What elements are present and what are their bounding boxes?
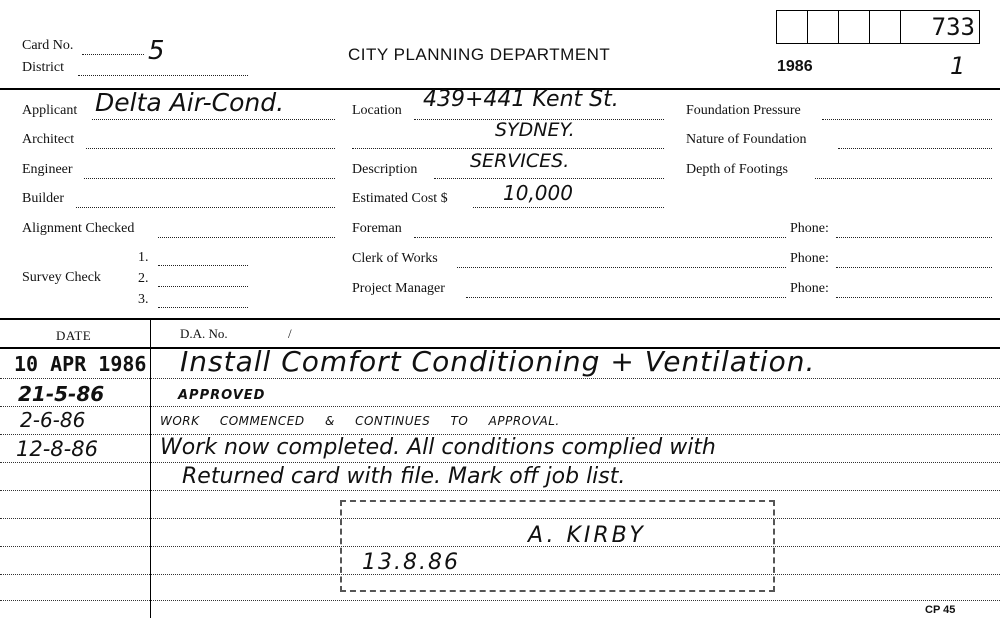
foundation-pressure-label: Foundation Pressure <box>686 103 801 118</box>
applicant-line <box>92 119 335 120</box>
pm-line <box>466 297 786 298</box>
location-city: SYDNEY. <box>495 119 575 141</box>
log-row-line <box>0 406 1000 407</box>
phone-line-2 <box>836 267 992 268</box>
log-text: Work now completed. All conditions complied with <box>160 435 716 460</box>
number-box <box>838 10 870 44</box>
log-date: 12-8-86 <box>16 437 98 461</box>
foreman-label: Foreman <box>352 221 402 236</box>
survey-2-label: 2. <box>138 271 149 286</box>
log-text: Returned card with file. Mark off job list. <box>182 464 626 489</box>
alignment-label: Alignment Checked <box>22 221 135 236</box>
log-text: WORK COMMENCED & CONTINUES TO APPROVAL. <box>160 414 560 428</box>
location-line-2 <box>352 148 664 149</box>
estimated-cost-value: 10,000 <box>503 181 573 205</box>
phone-label-2: Phone: <box>790 251 829 266</box>
survey-1-line <box>158 265 248 266</box>
location-value: 439+441 Kent St. <box>423 87 619 112</box>
district-line <box>78 75 248 76</box>
survey-3-label: 3. <box>138 292 149 307</box>
nature-foundation-label: Nature of Foundation <box>686 132 807 147</box>
pm-label: Project Manager <box>352 281 445 296</box>
nature-foundation-line <box>838 148 992 149</box>
year-label: 1986 <box>777 58 813 75</box>
card-mark: 1 <box>950 52 966 80</box>
da-slash: / <box>288 326 292 341</box>
log-row-line <box>0 600 1000 601</box>
estimated-cost-line <box>473 207 664 208</box>
log-row-line <box>0 490 1000 491</box>
builder-line <box>76 207 335 208</box>
number-box-value <box>900 10 980 44</box>
date-header: DATE <box>56 328 92 343</box>
number-box <box>776 10 808 44</box>
alignment-line <box>158 237 335 238</box>
engineer-label: Engineer <box>22 162 73 177</box>
description-value: SERVICES. <box>470 150 570 172</box>
date-column-divider <box>150 318 151 618</box>
district-label: District <box>22 60 64 75</box>
depth-footings-label: Depth of Footings <box>686 162 788 177</box>
depth-footings-line <box>815 178 992 179</box>
stamp-date: 13.8.86 <box>362 550 460 575</box>
phone-line-3 <box>836 297 992 298</box>
phone-label-1: Phone: <box>790 221 829 236</box>
survey-2-line <box>158 286 248 287</box>
engineer-line <box>84 178 335 179</box>
phone-label-3: Phone: <box>790 281 829 296</box>
clerk-line <box>457 267 786 268</box>
survey-label: Survey Check <box>22 270 101 285</box>
location-label: Location <box>352 103 402 118</box>
log-date: 2-6-86 <box>20 408 86 432</box>
estimated-cost-label: Estimated Cost $ <box>352 191 448 206</box>
clerk-label: Clerk of Works <box>352 251 438 266</box>
log-date: 10 APR 1986 <box>14 352 147 376</box>
stamp-signature: A. KIRBY <box>528 523 646 548</box>
builder-label: Builder <box>22 191 64 206</box>
number-box <box>807 10 839 44</box>
applicant-value: Delta Air-Cond. <box>95 88 285 117</box>
da-label: D.A. No. <box>180 326 228 341</box>
card-no-label: Card No. <box>22 38 74 53</box>
card-no-line <box>82 54 144 55</box>
department-title: CITY PLANNING DEPARTMENT <box>348 45 611 64</box>
log-row-line <box>0 378 1000 379</box>
log-text: APPROVED <box>178 388 266 403</box>
description-label: Description <box>352 162 418 177</box>
description-line <box>434 178 664 179</box>
phone-line-1 <box>836 237 992 238</box>
architect-line <box>86 148 335 149</box>
foreman-line <box>414 237 786 238</box>
log-row-line <box>0 462 1000 463</box>
log-text: Install Comfort Conditioning + Ventilation. <box>180 345 816 378</box>
card-number: 733 <box>931 13 975 41</box>
number-box <box>869 10 901 44</box>
foundation-pressure-line <box>822 119 992 120</box>
survey-1-label: 1. <box>138 250 149 265</box>
applicant-label: Applicant <box>22 103 78 118</box>
survey-3-line <box>158 307 248 308</box>
form-code: CP 45 <box>925 604 956 616</box>
card-no-value: 5 <box>148 36 165 66</box>
log-date: 21-5-86 <box>18 382 105 406</box>
architect-label: Architect <box>22 132 75 147</box>
